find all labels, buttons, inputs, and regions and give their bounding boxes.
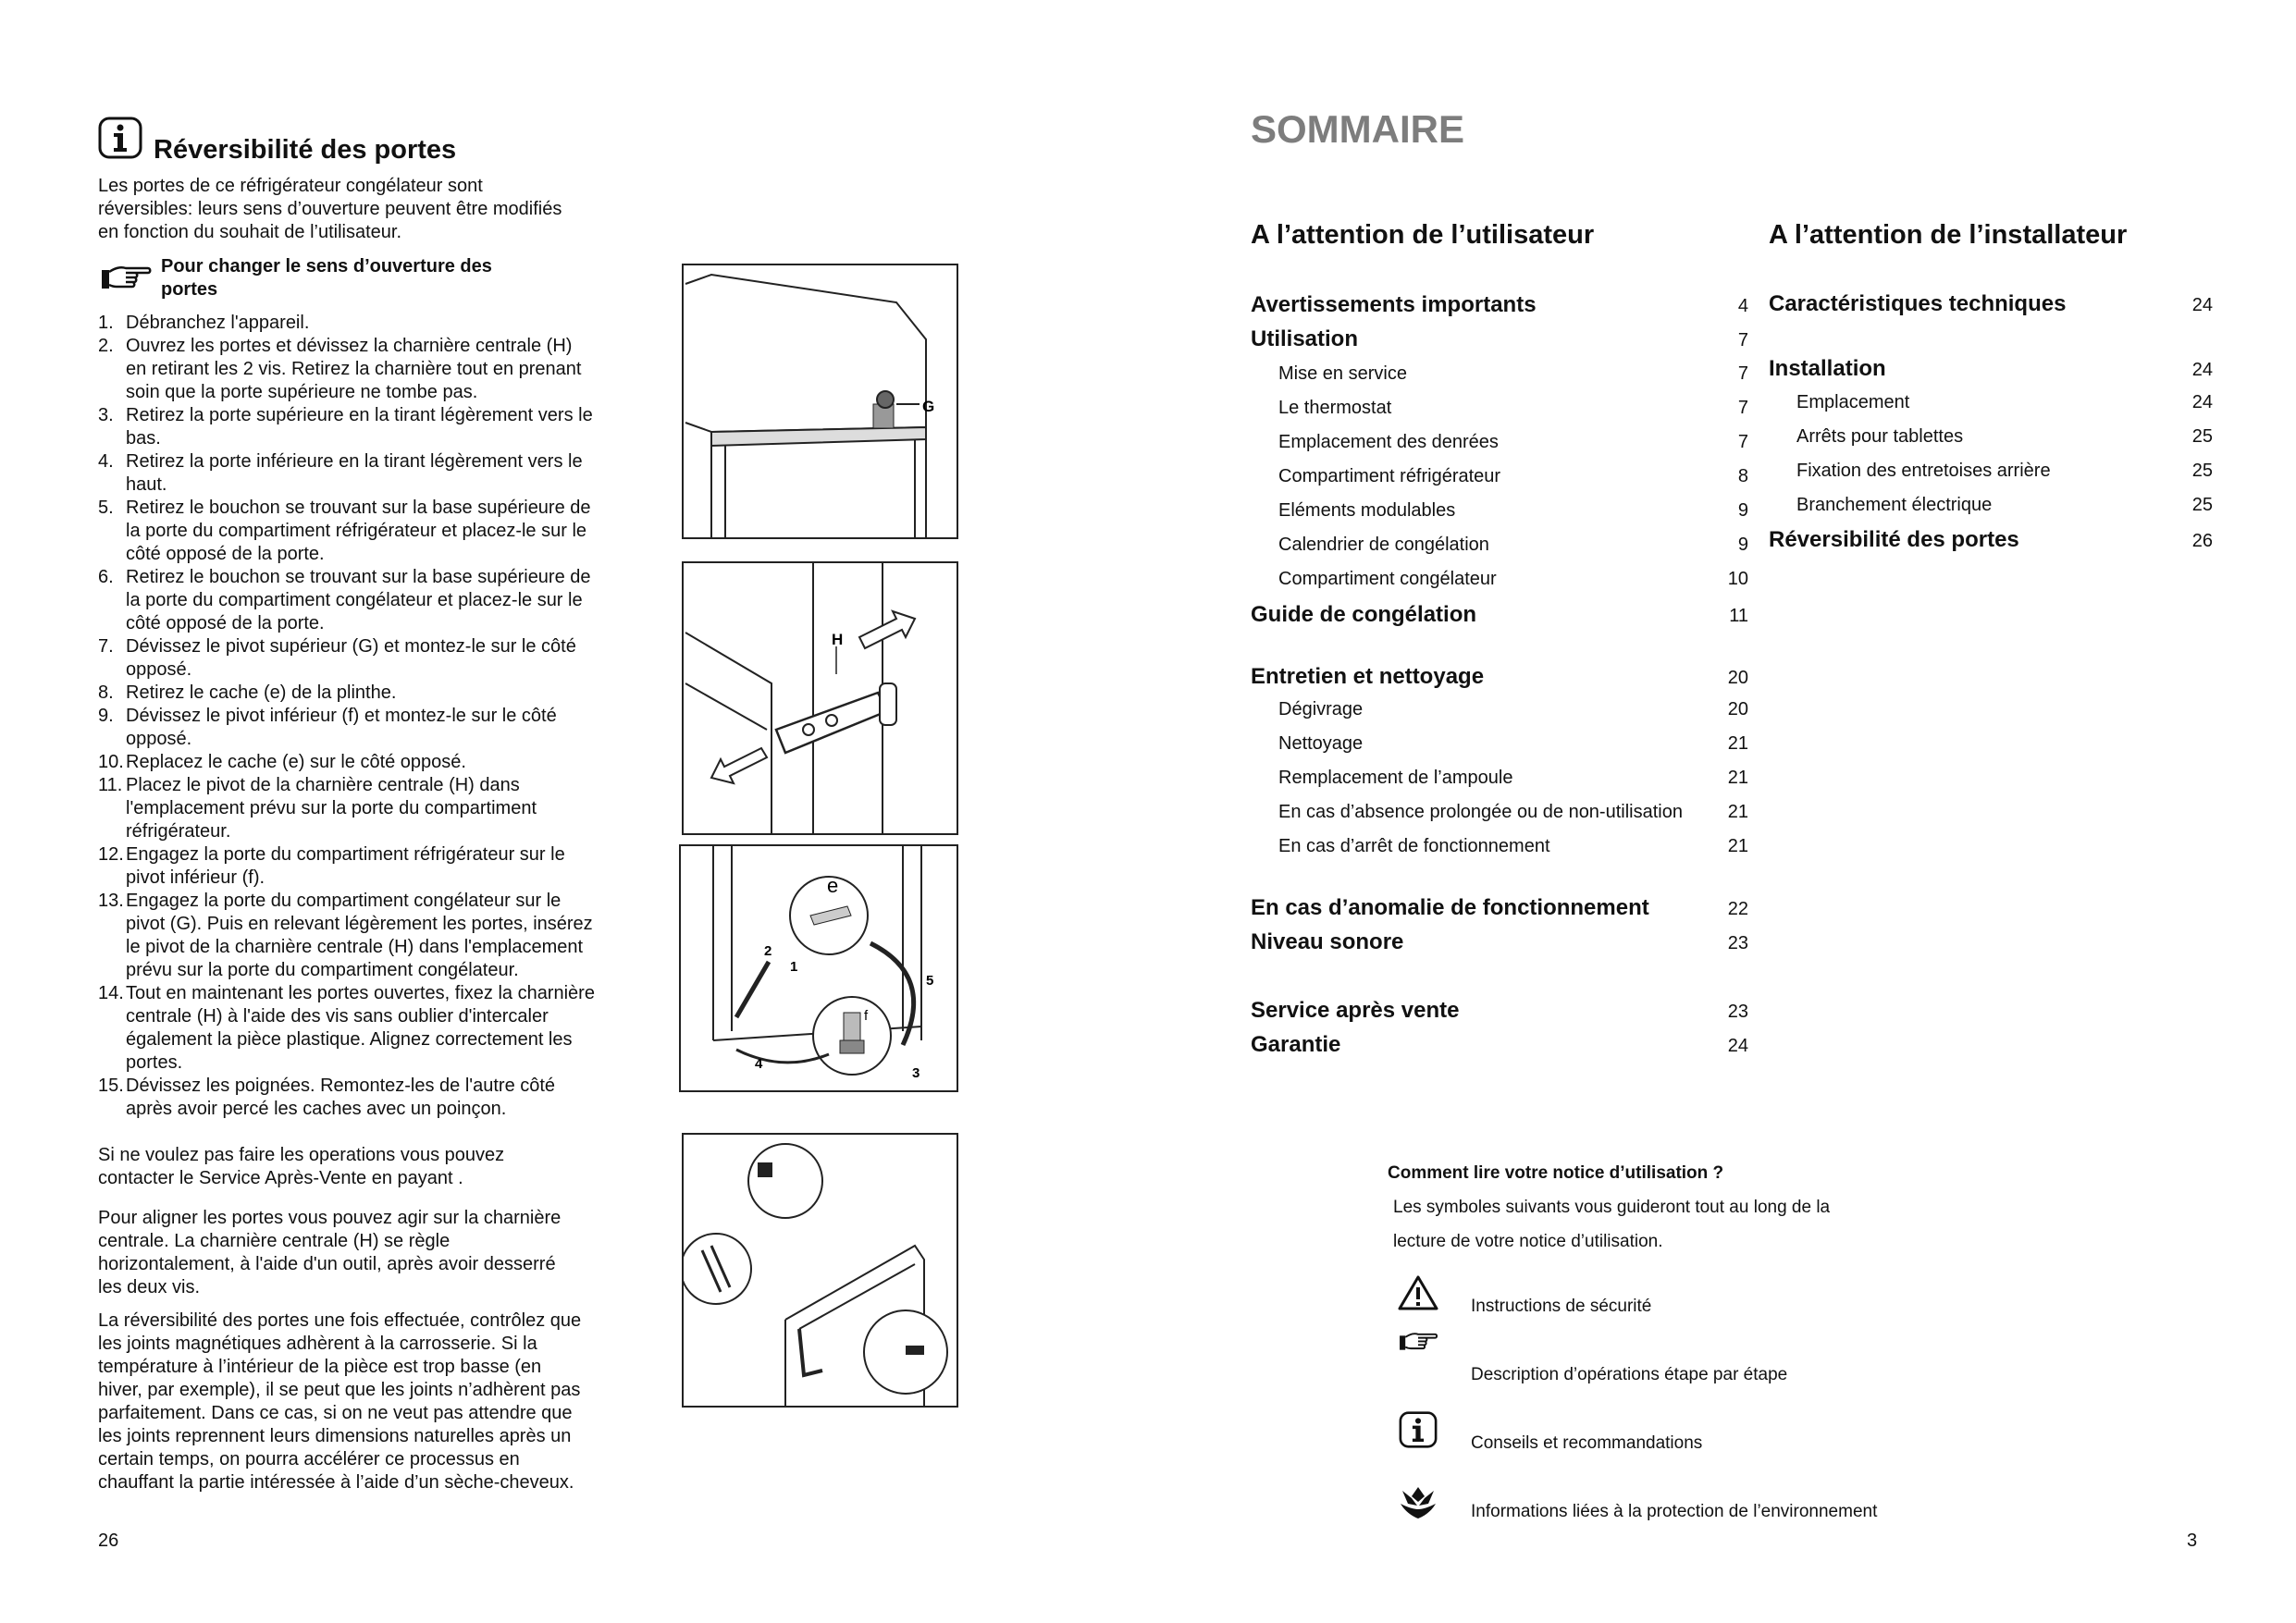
toc-entry-label: Service après vente bbox=[1251, 998, 1460, 1023]
intro-paragraph: Les portes de ce réfrigérateur congélateur sont réversibles: leurs sens d’ouverture peuvent être modifiés en fonction du souhait de l’utilisateur. bbox=[98, 176, 562, 242]
step-text: Retirez le bouchon se trouvant sur la base supérieure de la porte du compartiment congélateur et placez-le sur le côté opposé de la porte. bbox=[126, 567, 591, 633]
toc-entry-label: Réversibilité des portes bbox=[1769, 527, 2019, 552]
step-item bbox=[98, 843, 598, 890]
procedure-title: Pour changer le sens d’ouverture des portes bbox=[161, 256, 492, 300]
step-item bbox=[98, 404, 598, 450]
legend-intro-line-1: Les symboles suivants vous guideront tout au long de la bbox=[1393, 1198, 1831, 1217]
step-text: Engagez la porte du compartiment réfrigérateur sur le pivot inférieur (f). bbox=[126, 844, 565, 888]
figure-label-e: e bbox=[827, 874, 839, 897]
installer-column-heading: A l’attention de l’installateur bbox=[1769, 220, 2128, 250]
step-number: 2. bbox=[98, 336, 114, 356]
figure-label-f: f bbox=[864, 1008, 869, 1024]
step-number: 14. bbox=[98, 983, 124, 1003]
toc-entry-page: 4 bbox=[1737, 296, 1748, 316]
step-item bbox=[98, 450, 598, 497]
step-number: 11. bbox=[98, 775, 123, 795]
toc-entry-page: 24 bbox=[2191, 360, 2213, 380]
toc-entry-page: 21 bbox=[1727, 836, 1748, 856]
toc-entry-label: Compartiment réfrigérateur bbox=[1278, 466, 1501, 486]
user-column-heading: A l’attention de l’utilisateur bbox=[1251, 220, 1595, 250]
toc-entry-label: En cas d’absence prolongée ou de non-utilisation bbox=[1278, 802, 1683, 822]
step-number: 3. bbox=[98, 405, 114, 425]
figure-label-n2: 2 bbox=[764, 943, 772, 959]
toc-entry-label: Niveau sonore bbox=[1251, 929, 1404, 954]
step-text: Retirez la porte inférieure en la tirant légèrement vers le haut. bbox=[126, 451, 583, 495]
toc-entry-page: 25 bbox=[2191, 495, 2213, 515]
info-icon bbox=[98, 117, 142, 159]
pointing-hand-icon bbox=[98, 261, 154, 298]
step-number: 6. bbox=[98, 567, 114, 587]
step-text: Ouvrez les portes et dévissez la charnière centrale (H) en retirant les 2 vis. Retirez la charnière tout en prenant soin que la porte supérieure ne tombe pas. bbox=[126, 336, 582, 402]
step-text: Dévissez les poignées. Remontez-les de l'autre côté après avoir percé les caches avec un poinçon. bbox=[126, 1076, 556, 1119]
toc-title: SOMMAIRE bbox=[1251, 107, 1464, 151]
step-item bbox=[98, 497, 598, 566]
step-text: Retirez la porte supérieure en la tirant légèrement vers le bas. bbox=[126, 405, 593, 449]
toc-entry-label: Arrêts pour tablettes bbox=[1796, 426, 1964, 447]
step-text: Retirez le bouchon se trouvant sur la base supérieure de la porte du compartiment réfrigérateur et placez-le sur le côté opposé de la porte. bbox=[126, 498, 591, 564]
step-item bbox=[98, 312, 598, 335]
step-item bbox=[98, 982, 598, 1075]
figure-label-n3: 3 bbox=[912, 1065, 920, 1081]
toc-entry-page: 7 bbox=[1737, 398, 1748, 418]
toc-entry-page: 20 bbox=[1727, 699, 1748, 719]
toc-entry-page: 10 bbox=[1727, 569, 1748, 589]
step-text: Dévissez le pivot supérieur (G) et montez-le sur le côté opposé. bbox=[126, 636, 576, 680]
toc-entry-page: 11 bbox=[1729, 606, 1748, 626]
legend-environment: Informations liées à la protection de l’environnement bbox=[1471, 1502, 1878, 1521]
steps-list bbox=[98, 312, 598, 1121]
toc-entry-label: Fixation des entretoises arrière bbox=[1796, 461, 2051, 481]
legend-safety: Instructions de sécurité bbox=[1471, 1297, 1652, 1316]
figure-label-n1: 1 bbox=[790, 959, 798, 975]
toc-entry-label: Installation bbox=[1769, 356, 1886, 381]
toc-entry-page: 24 bbox=[1727, 1036, 1748, 1056]
toc-entry-label: Le thermostat bbox=[1278, 398, 1392, 418]
toc-entry-label: Mise en service bbox=[1278, 363, 1407, 384]
toc-entry-page: 24 bbox=[2191, 392, 2213, 412]
toc-entry-label: Branchement électrique bbox=[1796, 495, 1993, 515]
legend-steps: Description d’opérations étape par étape bbox=[1471, 1365, 1788, 1384]
toc-entry-label: Utilisation bbox=[1251, 326, 1359, 351]
toc-entry-page: 7 bbox=[1737, 432, 1748, 452]
service-note: Si ne voulez pas faire les operations vous pouvez contacter le Service Après-Vente en payant . bbox=[98, 1145, 505, 1188]
step-text: Retirez le cache (e) de la plinthe. bbox=[126, 682, 397, 703]
toc-entry-page: 25 bbox=[2191, 426, 2213, 447]
step-number: 10. bbox=[98, 752, 124, 772]
step-text: Engagez la porte du compartiment congélateur sur le pivot (G). Puis en relevant légèrement les portes, insérez le pivot de la charnière centrale (H) dans l'emplacement prévu sur la porte du compartiment congélateur. bbox=[126, 891, 593, 980]
step-item bbox=[98, 635, 598, 682]
step-number: 4. bbox=[98, 451, 114, 472]
step-text: Tout en maintenant les portes ouvertes, fixez la charnière centrale (H) à l'aide des vis sans oublier d'intercaler également la pièce plastique. Alignez correctement les portes. bbox=[126, 983, 595, 1073]
step-number: 7. bbox=[98, 636, 114, 657]
joints-paragraph: La réversibilité des portes une fois effectuée, contrôlez que les joints magnétiques adhèrent à la carrosserie. Si la température à l’intérieur de la pièce est trop basse (en hiver, par exemple), il se peut que les joints n’adhèrent pas parfaitement. Dans ce cas, si on ne veut pas attendre que les joints reprennent leurs dimensions naturelles après un certain temps, on pourra accélérer ce processus en chauffant la partie intéressée à l’aide d’un sèche-cheveux. bbox=[98, 1310, 582, 1493]
toc-entry-page: 23 bbox=[1727, 933, 1748, 953]
toc-entry-label: Nettoyage bbox=[1278, 733, 1364, 754]
step-item bbox=[98, 751, 598, 774]
step-number: 13. bbox=[98, 891, 124, 911]
step-item bbox=[98, 705, 598, 751]
environment-flower-icon bbox=[1397, 1483, 1439, 1520]
toc-entry-page: 21 bbox=[1727, 768, 1748, 788]
toc-entry-page: 7 bbox=[1737, 330, 1748, 350]
toc-entry-page: 23 bbox=[1727, 1002, 1748, 1022]
legend-intro-line-2: lecture de votre notice d’utilisation. bbox=[1393, 1232, 1663, 1251]
step-number: 12. bbox=[98, 844, 124, 865]
step-number: 9. bbox=[98, 706, 114, 726]
step-text: Replacez le cache (e) sur le côté opposé. bbox=[126, 752, 466, 772]
figure-label-h: H bbox=[832, 631, 844, 648]
section-title: Réversibilité des portes bbox=[154, 135, 457, 165]
figure-label-g: G bbox=[922, 398, 935, 415]
toc-entry-page: 8 bbox=[1737, 466, 1748, 486]
step-item bbox=[98, 890, 598, 982]
figure-central-hinge bbox=[682, 561, 958, 835]
info-icon bbox=[1397, 1411, 1439, 1448]
figure-label-n5: 5 bbox=[926, 973, 934, 989]
page-number-right: 3 bbox=[2187, 1531, 2198, 1551]
figure-top-hinge bbox=[682, 264, 958, 539]
step-text: Placez le pivot de la charnière centrale (H) dans l'emplacement prévu sur la porte du compartiment réfrigérateur. bbox=[126, 775, 537, 842]
step-item bbox=[98, 682, 598, 705]
toc-entry-label: Caractéristiques techniques bbox=[1769, 291, 2067, 316]
toc-entry-label: Compartiment congélateur bbox=[1278, 569, 1497, 589]
toc-entry-label: Calendrier de congélation bbox=[1278, 535, 1489, 555]
step-item bbox=[98, 774, 598, 843]
toc-entry-label: Emplacement bbox=[1796, 392, 1910, 412]
toc-entry-label: Entretien et nettoyage bbox=[1251, 664, 1485, 689]
toc-entry-label: Guide de congélation bbox=[1251, 602, 1477, 627]
toc-entry-label: Avertissements importants bbox=[1251, 292, 1537, 317]
toc-entry-label: En cas d’anomalie de fonctionnement bbox=[1251, 895, 1649, 920]
toc-entry-page: 21 bbox=[1727, 733, 1748, 754]
step-number: 5. bbox=[98, 498, 114, 518]
warning-icon bbox=[1397, 1274, 1439, 1311]
step-number: 15. bbox=[98, 1076, 124, 1096]
step-item bbox=[98, 566, 598, 635]
step-item bbox=[98, 1075, 598, 1121]
step-text: Débranchez l'appareil. bbox=[126, 313, 310, 333]
legend-advice: Conseils et recommandations bbox=[1471, 1433, 1703, 1453]
toc-entry-label: En cas d’arrêt de fonctionnement bbox=[1278, 836, 1550, 856]
toc-user-list bbox=[1251, 0, 1750, 1110]
toc-entry-label: Eléments modulables bbox=[1278, 500, 1456, 521]
toc-entry-label: Remplacement de l’ampoule bbox=[1278, 768, 1513, 788]
figure-handles bbox=[682, 1133, 958, 1408]
toc-entry-label: Emplacement des denrées bbox=[1278, 432, 1499, 452]
toc-entry-page: 25 bbox=[2191, 461, 2213, 481]
step-item bbox=[98, 335, 598, 404]
step-text: Dévissez le pivot inférieur (f) et montez-le sur le côté opposé. bbox=[126, 706, 557, 749]
step-number: 1. bbox=[98, 313, 114, 333]
toc-entry-page: 9 bbox=[1737, 500, 1748, 521]
toc-entry-label: Garantie bbox=[1251, 1032, 1341, 1057]
step-number: 8. bbox=[98, 682, 114, 703]
figure-label-n4: 4 bbox=[755, 1056, 763, 1072]
toc-entry-page: 7 bbox=[1737, 363, 1748, 384]
toc-entry-page: 26 bbox=[2191, 531, 2213, 551]
align-paragraph: Pour aligner les portes vous pouvez agir sur la charnière centrale. La charnière centrale (H) se règle horizontalement, à l'aide d'un outil, après avoir desserré les deux vis. bbox=[98, 1208, 562, 1297]
toc-entry-page: 9 bbox=[1737, 535, 1748, 555]
toc-entry-page: 24 bbox=[2191, 295, 2213, 315]
figure-bottom-pivot bbox=[679, 844, 958, 1092]
page-number-left: 26 bbox=[98, 1531, 119, 1551]
pointing-hand-icon bbox=[1397, 1328, 1439, 1358]
legend-title: Comment lire votre notice d’utilisation ? bbox=[1388, 1163, 1724, 1183]
toc-installer-list bbox=[1769, 0, 2213, 647]
toc-entry-page: 21 bbox=[1727, 802, 1748, 822]
toc-entry-page: 20 bbox=[1727, 668, 1748, 688]
toc-entry-label: Dégivrage bbox=[1278, 699, 1364, 719]
toc-entry-page: 22 bbox=[1727, 899, 1748, 919]
